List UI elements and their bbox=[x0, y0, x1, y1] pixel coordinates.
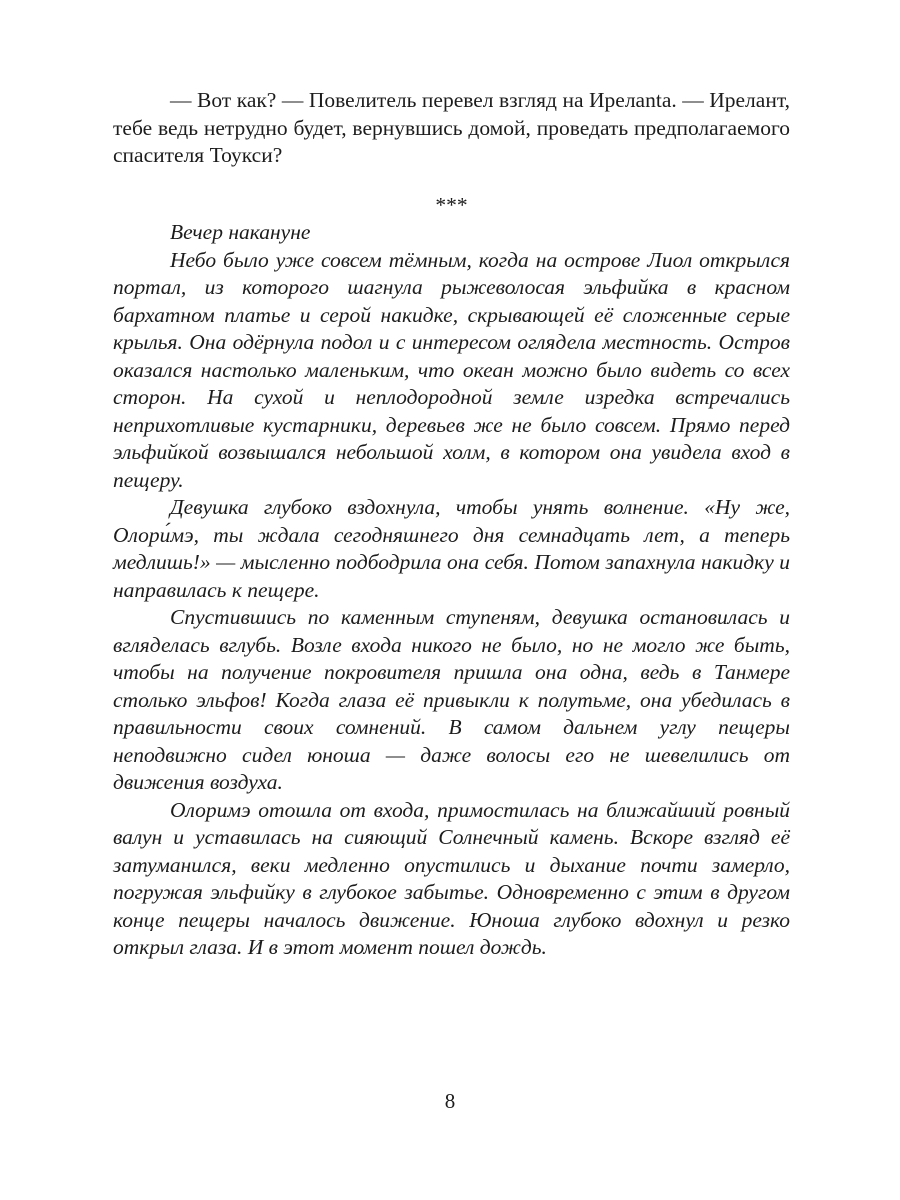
section-subheading: Вечер накануне bbox=[170, 220, 311, 244]
story-paragraph-4: Олоримэ отошла от входа, примостилась на ближайший ровный валун и уставилась на сияющий Солнечный камень. Вскоре взгляд её затуманился, веки медленно опустились и дыхание почти замерло, погружая эльфийку в глубокое забытье. Одновременно с этим в другом конце пещеры началось движение. Юноша глубоко вдохнул и резко открыл глаза. И в этот момент пошел дождь. bbox=[113, 797, 790, 959]
story-paragraph-1: Небо было уже совсем тёмным, когда на острове Лиол открылся портал, из которого шагнула рыжеволосая эльфийка в красном бархатном платье и серой накидке, скрывающей её сложенные серые крылья. Она одёрнула подол и с интересом оглядела местность. Остров оказался настолько маленьким, что океан можно было видеть со всех сторон. На сухой и неплодородной земле изредка встречались неприхотливые кустарники, деревьев же не было совсем. Прямо перед эльфийкой возвышался небольшой холм, в котором она увидела вход в пещеру. bbox=[113, 247, 790, 492]
section-divider: *** bbox=[435, 192, 468, 217]
page-body bbox=[113, 87, 790, 962]
story-paragraph-3: Спустившись по каменным ступеням, девушка остановилась и вгляделась вглубь. Возле входа никого не было, но не могло же быть, чтобы на получение покровителя пришла она одна, ведь в Танмере столько эльфов! Когда глаза её привыкли к полутьме, она убедилась в правильности своих сомнений. В самом дальнем углу пещеры неподвижно сидел юноша — даже волосы его не шевелились от движения воздуха. bbox=[113, 605, 790, 794]
story-paragraph-2: Девушка глубоко вздохнула, чтобы унять волнение. «Ну же, Олори́мэ, ты ждала сегодняшнего дня семнадцать лет, а теперь медлишь!» — мысленно подбодрила она себя. Потом запахнула накидку и направилась к пещере. bbox=[113, 495, 790, 602]
dialogue-paragraph: — Вот как? — Повелитель перевел взгляд на Ирелanta. — Ирелант, тебе ведь нетрудно будет, вернувшись домой, проведать предполагаемого спасителя Тоукси? bbox=[113, 88, 790, 167]
page-number: 8 bbox=[444, 1089, 456, 1113]
